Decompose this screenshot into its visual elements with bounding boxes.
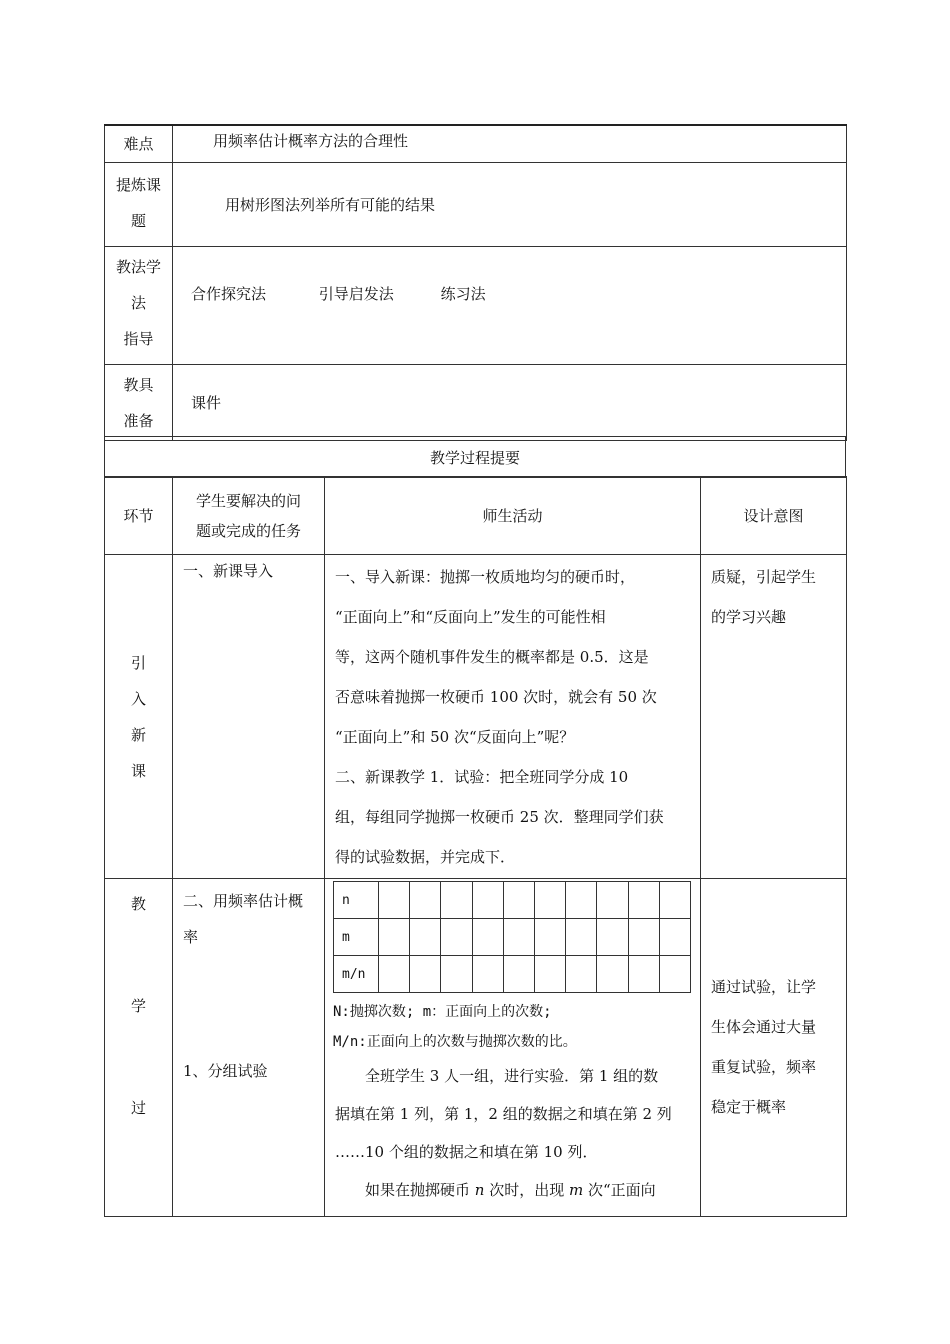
label-difficulty: 难点 — [105, 125, 173, 163]
activity-teaching — [325, 879, 701, 1217]
stage-intro: 引 入 新 课 — [105, 555, 173, 879]
grid-row-m: m — [334, 919, 691, 956]
note-1: N:抛掷次数; m：正面向上的次数; — [333, 1004, 552, 1020]
header-activity: 师生活动 — [325, 477, 701, 555]
header-design: 设计意图 — [701, 477, 847, 555]
method-1: 合作探究法 — [191, 285, 267, 303]
design-teaching: 通过试验，让学 生体会通过大量 重复试验，频率 稳定于概率 — [701, 879, 847, 1217]
activity-intro: 一、导入新课：抛掷一枚质地均匀的硬币时， “正面向上”和“反面向上”发生的可能性相 等，这两个随机事件发生的概率都是 0.5．这是 否意味着抛掷一枚硬币 100 次时，就会有 50 次 “正面向上”和 50 次“反面向上”呢？ 二、新课教学 1．试验：把全班同学分成 10 组，每组同学抛掷一枚硬币 25 次．整理同学们获 得的试验数据，并完成下． — [325, 555, 701, 879]
process-table — [104, 476, 847, 1217]
process-title: 教学过程提要 — [105, 437, 846, 478]
grid-row-n: n — [334, 882, 691, 919]
content-difficulty: 用频率估计概率方法的合理性 — [173, 125, 847, 163]
label-methods: 教法学 法 指导 — [105, 247, 173, 365]
row-topic — [105, 163, 847, 247]
method-2: 引导启发法 — [318, 285, 394, 303]
grid-row-ratio: m/n — [334, 956, 691, 993]
process-title-table — [104, 436, 846, 478]
experiment-grid — [333, 881, 691, 993]
task-group-experiment: 1、分组试验 — [183, 1062, 268, 1080]
last-line: 如果在抛掷硬币 n 次时，出现 m 次“正面向 — [365, 1181, 656, 1199]
label-tools: 教具 准备 — [105, 365, 173, 441]
method-3: 练习法 — [440, 285, 486, 303]
section-intro-row — [105, 555, 847, 879]
grid-notes — [325, 997, 700, 1057]
process-header-row — [105, 477, 847, 555]
row-difficulty — [105, 125, 847, 163]
lesson-info-table — [104, 124, 847, 441]
group-paragraph: 全班学生 3 人一组，进行实验．第 1 组的数 据填在第 1 列，第 1，2 组的数据之和填在第 2 列 ……10 个组的数据之和填在第 10 列． 如果在抛掷硬币 n 次时，出现 m 次“正面向 — [325, 1057, 700, 1209]
task-intro: 一、新课导入 — [173, 555, 325, 879]
content-topic: 用树形图法列举所有可能的结果 — [173, 163, 847, 247]
content-methods — [173, 247, 847, 365]
row-methods — [105, 247, 847, 365]
stage-teaching: 教 学 过 — [105, 879, 173, 1217]
label-topic: 提炼课 题 — [105, 163, 173, 247]
header-stage: 环节 — [105, 477, 173, 555]
header-task: 学生要解决的问 题或完成的任务 — [173, 477, 325, 555]
note-2: M/n:正面向上的次数与抛掷次数的比。 — [333, 1034, 577, 1050]
section-teaching-row — [105, 879, 847, 1217]
design-intro: 质疑，引起学生 的学习兴趣 — [701, 555, 847, 879]
content-tools: 课件 — [173, 365, 847, 441]
row-tools — [105, 365, 847, 441]
task-teaching: 二、用频率估计概 率 1、分组试验 — [173, 879, 325, 1217]
